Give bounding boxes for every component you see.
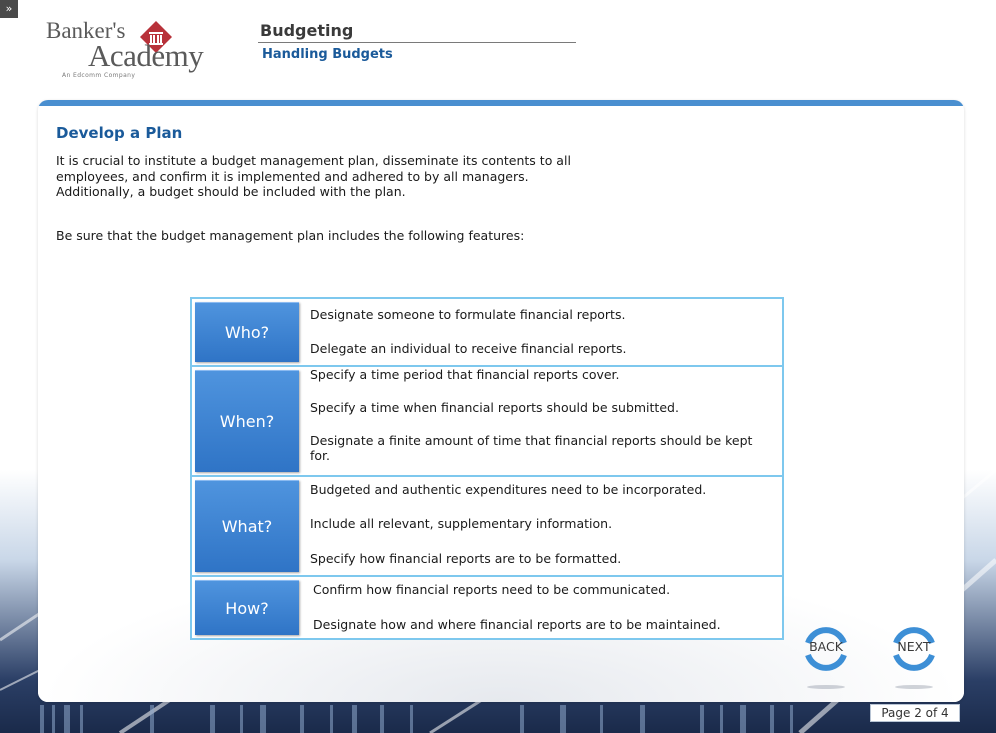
feature-item: Specify a time period that financial reports cover.: [310, 367, 620, 382]
feature-item: Specify how financial reports are to be formatted.: [310, 551, 622, 566]
logo-line2: Academy: [88, 38, 204, 73]
feature-row-how: [192, 577, 782, 638]
features-lead-paragraph: Be sure that the budget management plan includes the following features:: [56, 228, 525, 243]
feature-item: Budgeted and authentic expenditures need to be incorporated.: [310, 482, 707, 497]
menu-toggle-button[interactable]: [0, 0, 18, 18]
feature-item: Designate a finite amount of time that financial reports should be kept for.: [310, 433, 753, 463]
feature-item: Delegate an individual to receive financial reports.: [310, 341, 627, 356]
feature-item: Designate how and where financial reports are to be maintained.: [313, 617, 721, 632]
feature-row-when: [192, 367, 782, 477]
feature-label-who: Who?: [195, 302, 299, 362]
feature-row-what: [192, 477, 782, 577]
feature-table: [190, 297, 784, 640]
page-title: Develop a Plan: [56, 124, 183, 142]
feature-item: Designate someone to formulate financial reports.: [310, 307, 626, 322]
content-panel: [38, 100, 964, 702]
next-label: NEXT: [897, 639, 931, 654]
next-button[interactable]: [889, 624, 939, 674]
feature-item: Specify a time when financial reports should be submitted.: [310, 400, 679, 415]
course-subtitle: Handling Budgets: [262, 47, 393, 62]
logo-line1: Banker's: [46, 18, 126, 43]
page-indicator: Page 2 of 4: [870, 704, 960, 722]
feature-label-what: What?: [195, 480, 299, 572]
back-button[interactable]: [801, 624, 851, 674]
header-divider: [258, 42, 576, 43]
feature-row-who: [192, 299, 782, 367]
course-title: Budgeting: [260, 21, 354, 40]
next-button-shadow: [895, 685, 933, 689]
feature-item: Confirm how financial reports need to be communicated.: [313, 582, 671, 597]
feature-label-when: When?: [195, 370, 299, 472]
intro-paragraph: It is crucial to institute a budget management plan, disseminate its contents to all employees, and confirm it is implemented and adhered to by all managers. Additionally, a budget should be included with the plan.: [56, 153, 571, 199]
bankers-academy-logo: [44, 14, 204, 79]
back-label: BACK: [809, 639, 843, 654]
back-button-shadow: [807, 685, 845, 689]
feature-item: Include all relevant, supplementary information.: [310, 516, 613, 531]
feature-label-how: How?: [195, 580, 299, 635]
double-chevron-right-icon: »: [5, 2, 13, 15]
logo-tagline: An Edcomm Company: [62, 72, 136, 79]
